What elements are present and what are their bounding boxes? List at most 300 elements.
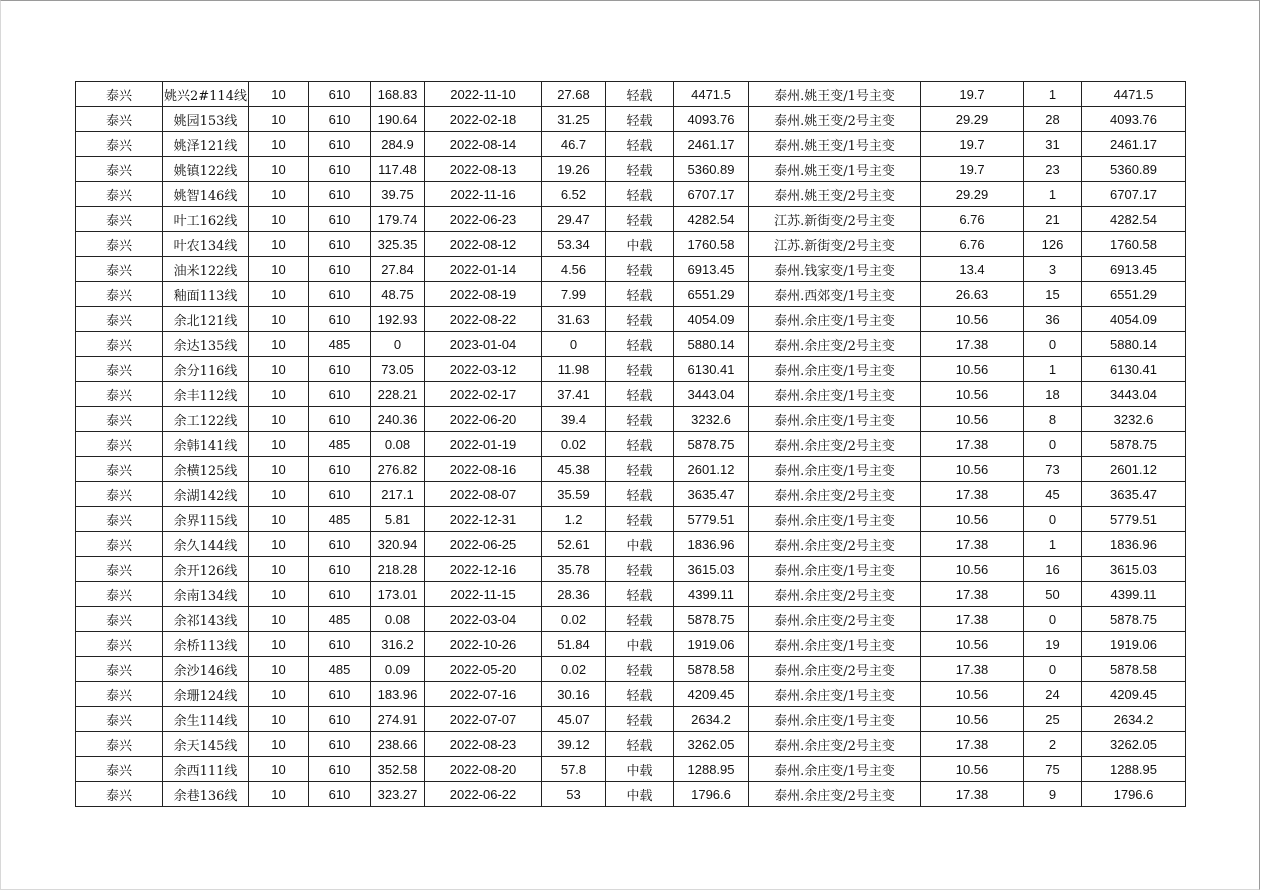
table-row [76, 132, 1186, 157]
load-rate-cell: 30.16 [542, 682, 606, 707]
line-name-cell: 姚兴2#114线 [163, 82, 249, 107]
date-cell: 2022-08-22 [425, 307, 542, 332]
capacity-cell: 3443.04 [1082, 382, 1186, 407]
county-cell: 泰兴 [76, 207, 163, 232]
date-cell: 2022-11-16 [425, 182, 542, 207]
substation-transformer-cell: 泰州.余庄变/1号主变 [749, 307, 921, 332]
current-cell: 39.75 [371, 182, 425, 207]
capacity-cell: 4093.76 [1082, 107, 1186, 132]
count-cell: 1 [1024, 532, 1082, 557]
load-status-cell: 轻载 [606, 507, 674, 532]
current-cell: 284.9 [371, 132, 425, 157]
available-capacity-cell: 1919.06 [674, 632, 749, 657]
load-status-cell: 轻载 [606, 382, 674, 407]
current-cell: 325.35 [371, 232, 425, 257]
rated-current-cell: 610 [309, 457, 371, 482]
transformer-load-cell: 17.38 [921, 582, 1024, 607]
line-name-cell: 余桥113线 [163, 632, 249, 657]
available-capacity-cell: 4399.11 [674, 582, 749, 607]
county-cell: 泰兴 [76, 232, 163, 257]
load-rate-cell: 7.99 [542, 282, 606, 307]
load-rate-cell: 28.36 [542, 582, 606, 607]
date-cell: 2023-01-04 [425, 332, 542, 357]
rated-current-cell: 610 [309, 257, 371, 282]
substation-transformer-cell: 泰州.余庄变/1号主变 [749, 557, 921, 582]
capacity-cell: 5779.51 [1082, 507, 1186, 532]
date-cell: 2022-12-31 [425, 507, 542, 532]
line-name-cell: 釉面113线 [163, 282, 249, 307]
county-cell: 泰兴 [76, 482, 163, 507]
current-cell: 0.08 [371, 607, 425, 632]
load-rate-cell: 27.68 [542, 82, 606, 107]
voltage-cell: 10 [249, 232, 309, 257]
table-row [76, 657, 1186, 682]
transformer-load-cell: 17.38 [921, 332, 1024, 357]
voltage-cell: 10 [249, 657, 309, 682]
load-rate-cell: 52.61 [542, 532, 606, 557]
transformer-load-cell: 10.56 [921, 707, 1024, 732]
load-rate-cell: 0.02 [542, 657, 606, 682]
available-capacity-cell: 1760.58 [674, 232, 749, 257]
current-cell: 276.82 [371, 457, 425, 482]
line-name-cell: 姚智146线 [163, 182, 249, 207]
substation-transformer-cell: 泰州.余庄变/1号主变 [749, 707, 921, 732]
current-cell: 274.91 [371, 707, 425, 732]
available-capacity-cell: 2461.17 [674, 132, 749, 157]
current-cell: 183.96 [371, 682, 425, 707]
available-capacity-cell: 5878.75 [674, 432, 749, 457]
capacity-cell: 1919.06 [1082, 632, 1186, 657]
date-cell: 2022-06-23 [425, 207, 542, 232]
substation-transformer-cell: 泰州.余庄变/1号主变 [749, 457, 921, 482]
available-capacity-cell: 1796.6 [674, 782, 749, 807]
load-status-cell: 轻载 [606, 407, 674, 432]
county-cell: 泰兴 [76, 157, 163, 182]
available-capacity-cell: 6130.41 [674, 357, 749, 382]
transformer-load-cell: 10.56 [921, 407, 1024, 432]
voltage-cell: 10 [249, 82, 309, 107]
voltage-cell: 10 [249, 782, 309, 807]
voltage-cell: 10 [249, 707, 309, 732]
table-row [76, 632, 1186, 657]
date-cell: 2022-03-04 [425, 607, 542, 632]
date-cell: 2022-01-19 [425, 432, 542, 457]
capacity-cell: 4471.5 [1082, 82, 1186, 107]
table-row [76, 107, 1186, 132]
capacity-cell: 1760.58 [1082, 232, 1186, 257]
count-cell: 21 [1024, 207, 1082, 232]
available-capacity-cell: 4209.45 [674, 682, 749, 707]
count-cell: 0 [1024, 607, 1082, 632]
substation-transformer-cell: 泰州.余庄变/1号主变 [749, 357, 921, 382]
substation-transformer-cell: 泰州.余庄变/2号主变 [749, 582, 921, 607]
rated-current-cell: 610 [309, 407, 371, 432]
line-name-cell: 余工122线 [163, 407, 249, 432]
line-name-cell: 余北121线 [163, 307, 249, 332]
load-rate-cell: 51.84 [542, 632, 606, 657]
count-cell: 0 [1024, 507, 1082, 532]
substation-transformer-cell: 泰州.余庄变/1号主变 [749, 507, 921, 532]
load-rate-cell: 1.2 [542, 507, 606, 532]
capacity-cell: 3615.03 [1082, 557, 1186, 582]
load-status-cell: 轻载 [606, 582, 674, 607]
date-cell: 2022-03-12 [425, 357, 542, 382]
voltage-cell: 10 [249, 582, 309, 607]
county-cell: 泰兴 [76, 682, 163, 707]
load-status-cell: 轻载 [606, 732, 674, 757]
county-cell: 泰兴 [76, 582, 163, 607]
voltage-cell: 10 [249, 282, 309, 307]
current-cell: 323.27 [371, 782, 425, 807]
date-cell: 2022-08-13 [425, 157, 542, 182]
load-status-cell: 中载 [606, 782, 674, 807]
line-name-cell: 余界115线 [163, 507, 249, 532]
line-name-cell: 姚园153线 [163, 107, 249, 132]
table-row [76, 607, 1186, 632]
county-cell: 泰兴 [76, 532, 163, 557]
voltage-cell: 10 [249, 407, 309, 432]
load-status-cell: 轻载 [606, 282, 674, 307]
transformer-load-cell: 6.76 [921, 232, 1024, 257]
date-cell: 2022-02-18 [425, 107, 542, 132]
capacity-cell: 5880.14 [1082, 332, 1186, 357]
date-cell: 2022-11-10 [425, 82, 542, 107]
load-status-cell: 轻载 [606, 682, 674, 707]
voltage-cell: 10 [249, 182, 309, 207]
available-capacity-cell: 5878.75 [674, 607, 749, 632]
capacity-cell: 1288.95 [1082, 757, 1186, 782]
substation-transformer-cell: 泰州.姚王变/1号主变 [749, 157, 921, 182]
transformer-load-cell: 13.4 [921, 257, 1024, 282]
transformer-load-cell: 29.29 [921, 107, 1024, 132]
load-status-cell: 轻载 [606, 257, 674, 282]
transformer-load-cell: 17.38 [921, 657, 1024, 682]
table-row [76, 182, 1186, 207]
date-cell: 2022-08-07 [425, 482, 542, 507]
rated-current-cell: 610 [309, 732, 371, 757]
load-status-cell: 轻载 [606, 357, 674, 382]
count-cell: 8 [1024, 407, 1082, 432]
available-capacity-cell: 3232.6 [674, 407, 749, 432]
transformer-load-cell: 10.56 [921, 357, 1024, 382]
date-cell: 2022-08-12 [425, 232, 542, 257]
load-status-cell: 中载 [606, 232, 674, 257]
date-cell: 2022-08-20 [425, 757, 542, 782]
count-cell: 45 [1024, 482, 1082, 507]
rated-current-cell: 610 [309, 82, 371, 107]
count-cell: 23 [1024, 157, 1082, 182]
available-capacity-cell: 3635.47 [674, 482, 749, 507]
capacity-cell: 5878.75 [1082, 432, 1186, 457]
capacity-cell: 4399.11 [1082, 582, 1186, 607]
substation-transformer-cell: 泰州.西郊变/1号主变 [749, 282, 921, 307]
county-cell: 泰兴 [76, 657, 163, 682]
table-row [76, 757, 1186, 782]
transformer-load-cell: 17.38 [921, 732, 1024, 757]
table-row [76, 332, 1186, 357]
capacity-cell: 1796.6 [1082, 782, 1186, 807]
substation-transformer-cell: 泰州.余庄变/2号主变 [749, 482, 921, 507]
load-status-cell: 轻载 [606, 707, 674, 732]
line-name-cell: 余韩141线 [163, 432, 249, 457]
line-name-cell: 叶农134线 [163, 232, 249, 257]
rated-current-cell: 610 [309, 307, 371, 332]
count-cell: 16 [1024, 557, 1082, 582]
transformer-load-cell: 17.38 [921, 432, 1024, 457]
substation-transformer-cell: 泰州.余庄变/2号主变 [749, 657, 921, 682]
county-cell: 泰兴 [76, 432, 163, 457]
county-cell: 泰兴 [76, 707, 163, 732]
rated-current-cell: 610 [309, 207, 371, 232]
load-status-cell: 轻载 [606, 607, 674, 632]
county-cell: 泰兴 [76, 132, 163, 157]
rated-current-cell: 610 [309, 632, 371, 657]
load-rate-cell: 46.7 [542, 132, 606, 157]
substation-transformer-cell: 泰州.余庄变/1号主变 [749, 682, 921, 707]
voltage-cell: 10 [249, 482, 309, 507]
available-capacity-cell: 3262.05 [674, 732, 749, 757]
load-status-cell: 轻载 [606, 482, 674, 507]
substation-transformer-cell: 泰州.余庄变/2号主变 [749, 332, 921, 357]
current-cell: 320.94 [371, 532, 425, 557]
load-rate-cell: 39.4 [542, 407, 606, 432]
voltage-cell: 10 [249, 607, 309, 632]
capacity-cell: 1836.96 [1082, 532, 1186, 557]
transformer-load-cell: 19.7 [921, 132, 1024, 157]
capacity-cell: 2601.12 [1082, 457, 1186, 482]
voltage-cell: 10 [249, 632, 309, 657]
transformer-load-cell: 10.56 [921, 307, 1024, 332]
line-name-cell: 余祁143线 [163, 607, 249, 632]
capacity-cell: 6551.29 [1082, 282, 1186, 307]
available-capacity-cell: 5360.89 [674, 157, 749, 182]
line-name-cell: 余丰112线 [163, 382, 249, 407]
voltage-cell: 10 [249, 532, 309, 557]
date-cell: 2022-06-25 [425, 532, 542, 557]
load-status-cell: 轻载 [606, 332, 674, 357]
capacity-cell: 4282.54 [1082, 207, 1186, 232]
voltage-cell: 10 [249, 757, 309, 782]
available-capacity-cell: 2634.2 [674, 707, 749, 732]
current-cell: 217.1 [371, 482, 425, 507]
substation-transformer-cell: 泰州.余庄变/1号主变 [749, 407, 921, 432]
rated-current-cell: 610 [309, 232, 371, 257]
substation-transformer-cell: 泰州.余庄变/2号主变 [749, 532, 921, 557]
count-cell: 1 [1024, 357, 1082, 382]
capacity-cell: 3262.05 [1082, 732, 1186, 757]
current-cell: 0 [371, 332, 425, 357]
date-cell: 2022-01-14 [425, 257, 542, 282]
capacity-cell: 6130.41 [1082, 357, 1186, 382]
rated-current-cell: 485 [309, 432, 371, 457]
load-status-cell: 轻载 [606, 157, 674, 182]
substation-transformer-cell: 泰州.余庄变/1号主变 [749, 757, 921, 782]
count-cell: 18 [1024, 382, 1082, 407]
voltage-cell: 10 [249, 157, 309, 182]
rated-current-cell: 610 [309, 557, 371, 582]
count-cell: 73 [1024, 457, 1082, 482]
capacity-cell: 5878.58 [1082, 657, 1186, 682]
load-status-cell: 轻载 [606, 457, 674, 482]
load-rate-cell: 35.78 [542, 557, 606, 582]
count-cell: 25 [1024, 707, 1082, 732]
county-cell: 泰兴 [76, 107, 163, 132]
load-rate-cell: 29.47 [542, 207, 606, 232]
load-status-cell: 轻载 [606, 657, 674, 682]
rated-current-cell: 485 [309, 657, 371, 682]
voltage-cell: 10 [249, 132, 309, 157]
transformer-load-cell: 10.56 [921, 757, 1024, 782]
load-status-cell: 中载 [606, 757, 674, 782]
rated-current-cell: 485 [309, 332, 371, 357]
date-cell: 2022-06-22 [425, 782, 542, 807]
load-rate-cell: 31.63 [542, 307, 606, 332]
table-row [76, 582, 1186, 607]
current-cell: 48.75 [371, 282, 425, 307]
substation-transformer-cell: 泰州.余庄变/2号主变 [749, 732, 921, 757]
substation-transformer-cell: 泰州.余庄变/2号主变 [749, 782, 921, 807]
date-cell: 2022-07-16 [425, 682, 542, 707]
current-cell: 179.74 [371, 207, 425, 232]
table-row [76, 207, 1186, 232]
current-cell: 27.84 [371, 257, 425, 282]
count-cell: 75 [1024, 757, 1082, 782]
current-cell: 117.48 [371, 157, 425, 182]
rated-current-cell: 610 [309, 357, 371, 382]
voltage-cell: 10 [249, 332, 309, 357]
rated-current-cell: 610 [309, 282, 371, 307]
table-row [76, 432, 1186, 457]
rated-current-cell: 610 [309, 782, 371, 807]
load-rate-cell: 19.26 [542, 157, 606, 182]
table-row [76, 307, 1186, 332]
current-cell: 316.2 [371, 632, 425, 657]
load-status-cell: 中载 [606, 632, 674, 657]
load-status-cell: 轻载 [606, 557, 674, 582]
voltage-cell: 10 [249, 257, 309, 282]
load-status-cell: 轻载 [606, 82, 674, 107]
available-capacity-cell: 5878.58 [674, 657, 749, 682]
count-cell: 9 [1024, 782, 1082, 807]
current-cell: 240.36 [371, 407, 425, 432]
date-cell: 2022-12-16 [425, 557, 542, 582]
rated-current-cell: 610 [309, 182, 371, 207]
date-cell: 2022-08-23 [425, 732, 542, 757]
table-row [76, 232, 1186, 257]
table-row [76, 732, 1186, 757]
date-cell: 2022-07-07 [425, 707, 542, 732]
load-status-cell: 轻载 [606, 132, 674, 157]
load-rate-cell: 0.02 [542, 607, 606, 632]
county-cell: 泰兴 [76, 782, 163, 807]
substation-transformer-cell: 江苏.新街变/2号主变 [749, 207, 921, 232]
line-name-cell: 余沙146线 [163, 657, 249, 682]
load-rate-cell: 0 [542, 332, 606, 357]
count-cell: 1 [1024, 182, 1082, 207]
rated-current-cell: 610 [309, 107, 371, 132]
county-cell: 泰兴 [76, 757, 163, 782]
table-body [76, 82, 1186, 807]
count-cell: 19 [1024, 632, 1082, 657]
date-cell: 2022-11-15 [425, 582, 542, 607]
current-cell: 218.28 [371, 557, 425, 582]
load-rate-cell: 39.12 [542, 732, 606, 757]
date-cell: 2022-06-20 [425, 407, 542, 432]
load-rate-cell: 4.56 [542, 257, 606, 282]
voltage-cell: 10 [249, 507, 309, 532]
available-capacity-cell: 1288.95 [674, 757, 749, 782]
voltage-cell: 10 [249, 207, 309, 232]
line-name-cell: 姚镇122线 [163, 157, 249, 182]
load-rate-cell: 0.02 [542, 432, 606, 457]
current-cell: 238.66 [371, 732, 425, 757]
rated-current-cell: 610 [309, 582, 371, 607]
county-cell: 泰兴 [76, 82, 163, 107]
table-row [76, 557, 1186, 582]
rated-current-cell: 610 [309, 157, 371, 182]
count-cell: 0 [1024, 432, 1082, 457]
load-rate-cell: 45.38 [542, 457, 606, 482]
transformer-load-cell: 26.63 [921, 282, 1024, 307]
rated-current-cell: 610 [309, 382, 371, 407]
county-cell: 泰兴 [76, 182, 163, 207]
transformer-load-cell: 19.7 [921, 157, 1024, 182]
transformer-load-cell: 17.38 [921, 482, 1024, 507]
rated-current-cell: 610 [309, 482, 371, 507]
table-row [76, 382, 1186, 407]
load-rate-cell: 45.07 [542, 707, 606, 732]
rated-current-cell: 610 [309, 757, 371, 782]
available-capacity-cell: 6913.45 [674, 257, 749, 282]
line-name-cell: 余西111线 [163, 757, 249, 782]
county-cell: 泰兴 [76, 282, 163, 307]
transformer-load-cell: 10.56 [921, 682, 1024, 707]
capacity-cell: 5360.89 [1082, 157, 1186, 182]
load-rate-cell: 57.8 [542, 757, 606, 782]
capacity-cell: 3635.47 [1082, 482, 1186, 507]
count-cell: 50 [1024, 582, 1082, 607]
load-rate-cell: 53 [542, 782, 606, 807]
count-cell: 36 [1024, 307, 1082, 332]
county-cell: 泰兴 [76, 407, 163, 432]
data-table [75, 81, 1186, 807]
substation-transformer-cell: 泰州.姚王变/1号主变 [749, 82, 921, 107]
line-name-cell: 余天145线 [163, 732, 249, 757]
table-row [76, 707, 1186, 732]
line-name-cell: 余久144线 [163, 532, 249, 557]
county-cell: 泰兴 [76, 607, 163, 632]
line-name-cell: 余湖142线 [163, 482, 249, 507]
date-cell: 2022-02-17 [425, 382, 542, 407]
current-cell: 192.93 [371, 307, 425, 332]
capacity-cell: 4209.45 [1082, 682, 1186, 707]
load-status-cell: 轻载 [606, 182, 674, 207]
transformer-load-cell: 29.29 [921, 182, 1024, 207]
rated-current-cell: 610 [309, 132, 371, 157]
capacity-cell: 3232.6 [1082, 407, 1186, 432]
line-name-cell: 余珊124线 [163, 682, 249, 707]
voltage-cell: 10 [249, 382, 309, 407]
table-row [76, 507, 1186, 532]
table-row [76, 257, 1186, 282]
county-cell: 泰兴 [76, 357, 163, 382]
table-row [76, 357, 1186, 382]
load-status-cell: 轻载 [606, 432, 674, 457]
available-capacity-cell: 4093.76 [674, 107, 749, 132]
transformer-load-cell: 10.56 [921, 382, 1024, 407]
count-cell: 28 [1024, 107, 1082, 132]
transformer-load-cell: 19.7 [921, 82, 1024, 107]
